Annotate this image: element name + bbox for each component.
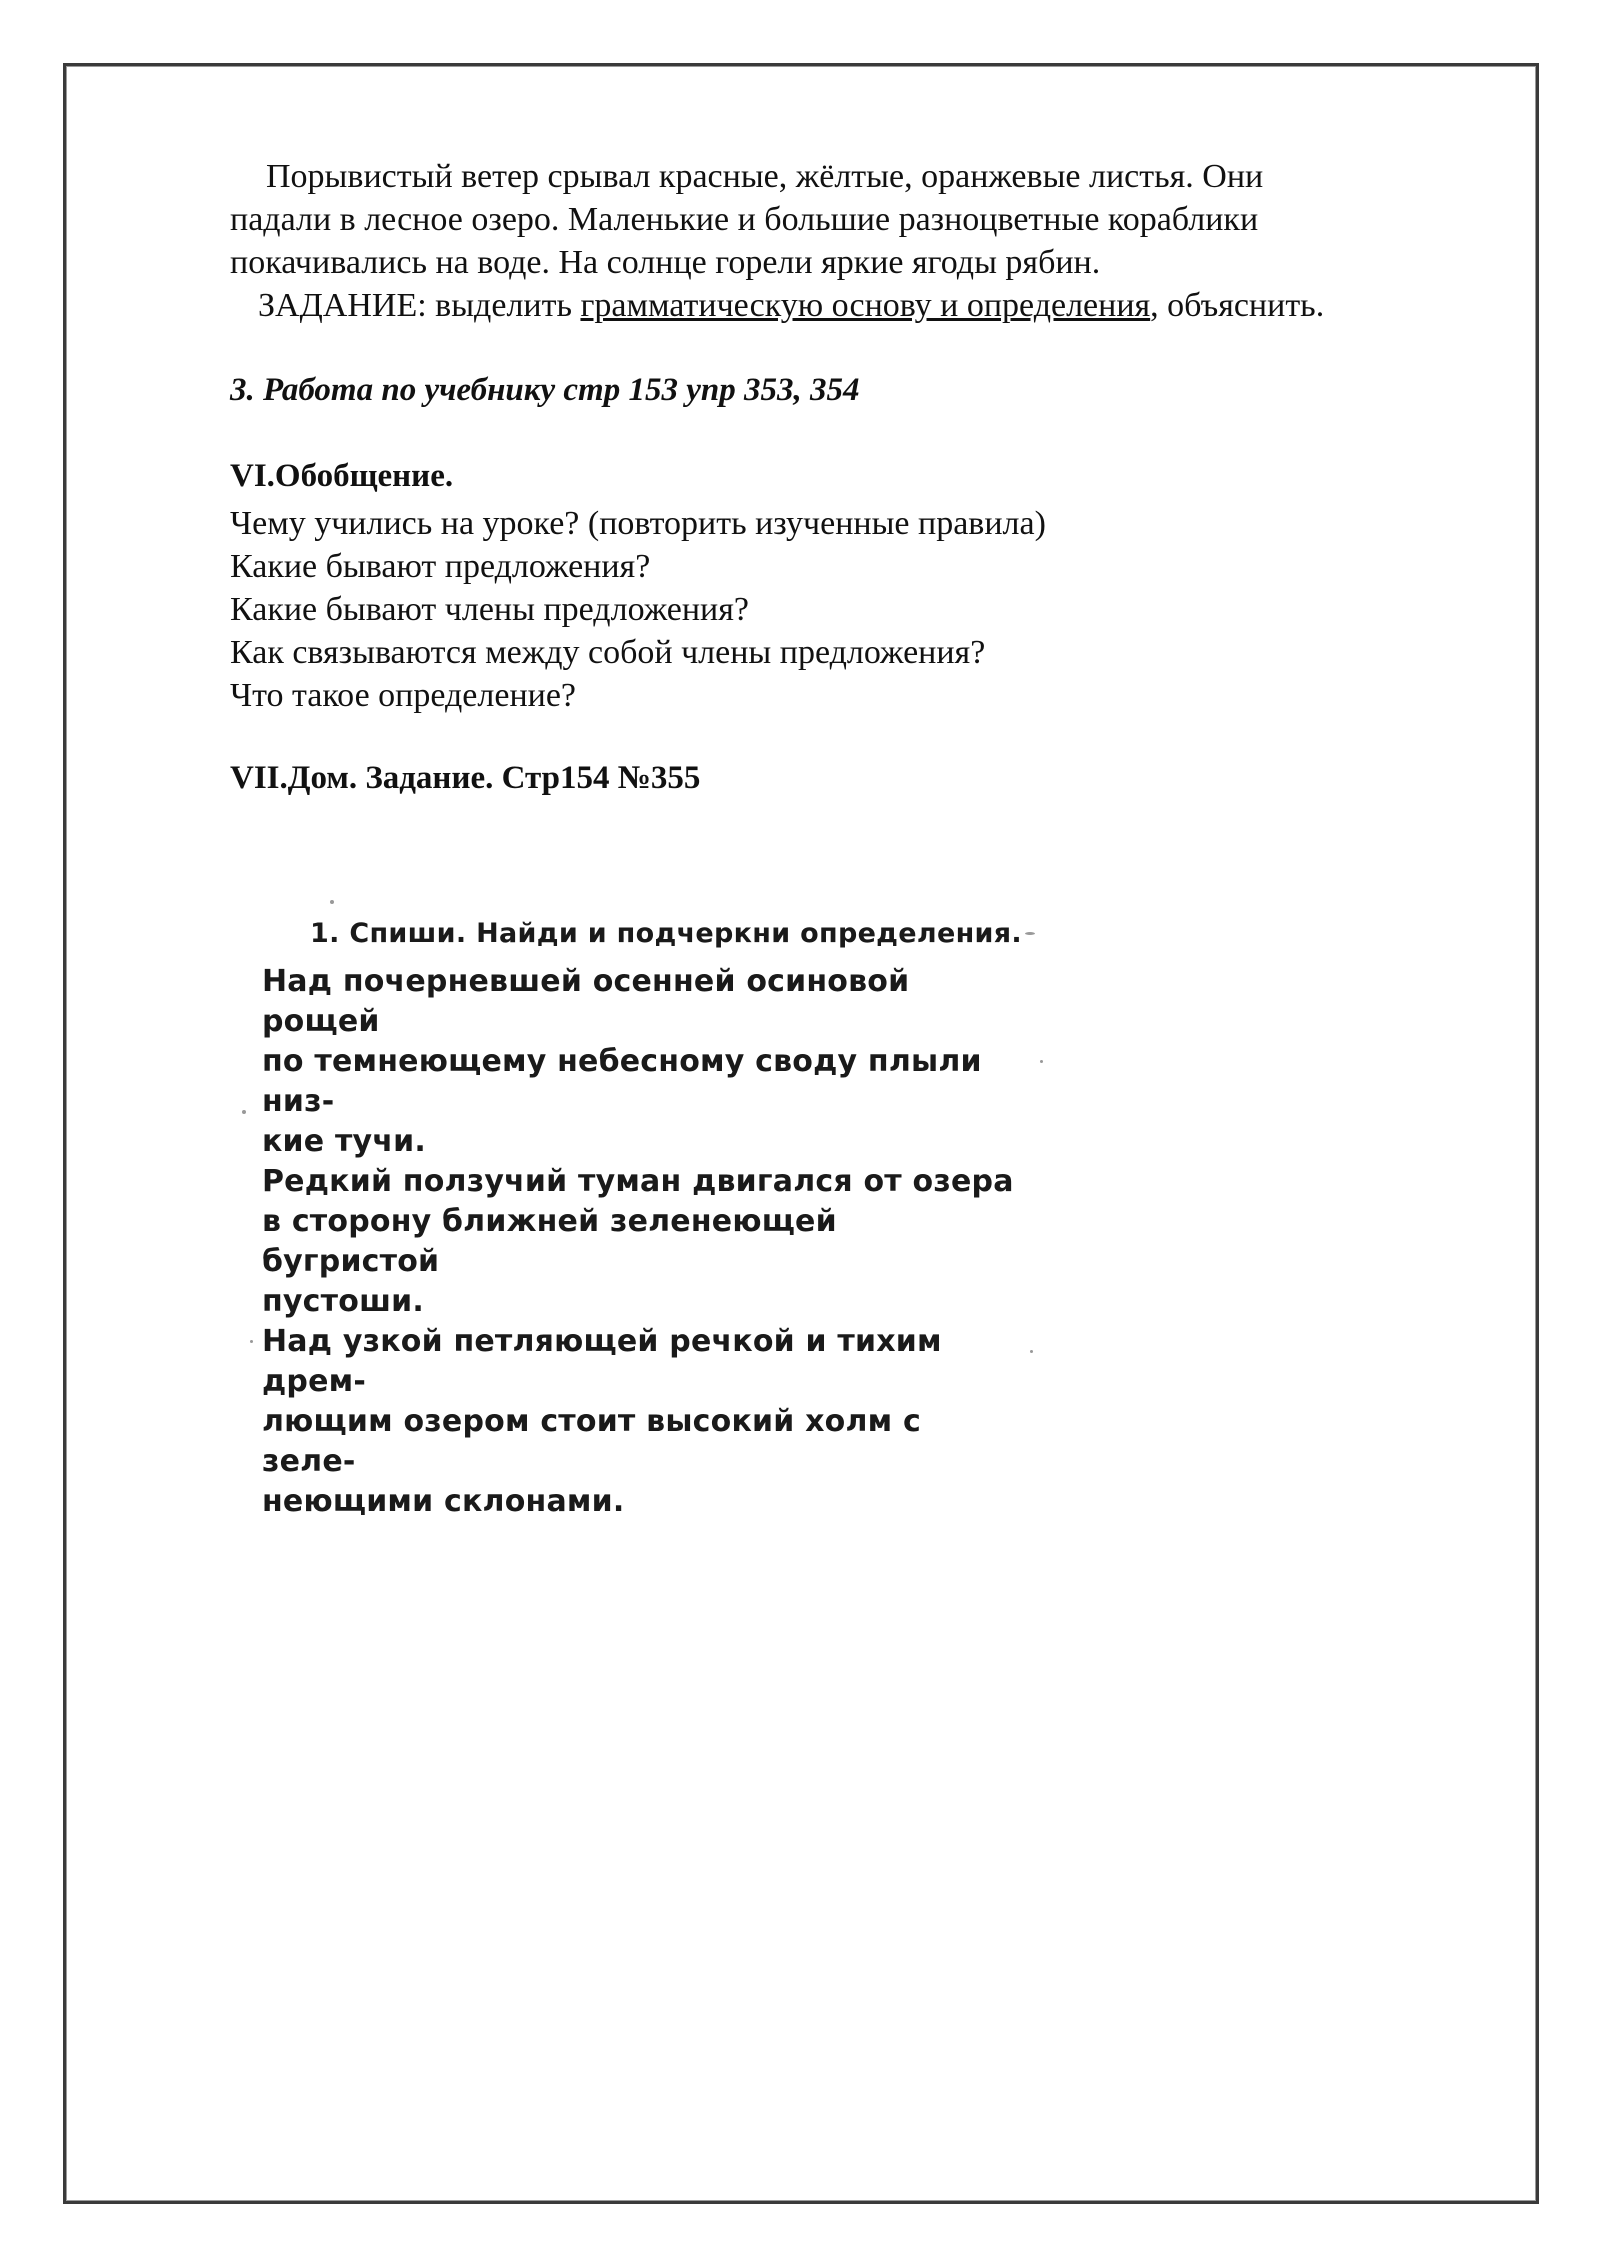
exercise-line: лющим озером стоит высокий холм с зеле- [262,1404,921,1479]
question-item: Какие бывают предложения? [230,548,651,585]
exercise-line: в сторону ближней зеленеющей бугристой [262,1204,837,1279]
paragraph-line: покачивались на воде. На солнце горели яркие ягоды рябин. [230,244,1101,281]
question-item: Что такое определение? [230,677,577,714]
question-item: Чему учились на уроке? (повторить изученные правила) [230,505,1046,542]
question-item: Какие бывают члены предложения? [230,591,749,628]
scan-speck [1040,1060,1043,1063]
task-suffix: , объяснить. [1150,287,1325,324]
question-item: Как связываются между собой члены предложения? [230,634,986,671]
section-3-heading: 3. Работа по учебнику стр 153 упр 353, 354 [230,372,860,408]
section-6-heading: VI.Обобщение. [230,458,454,494]
scan-speck [1030,1350,1033,1353]
exercise-line: пустоши. [262,1284,424,1319]
intro-paragraph [230,155,1490,327]
scan-speck [250,1340,253,1343]
textbook-exercise-scan [240,900,1060,1519]
exercise-line: кие тучи. [262,1124,426,1159]
exercise-line: Редкий ползучий туман двигался от озера [262,1164,1014,1199]
exercise-line: Над узкой петляющей речкой и тихим дрем- [262,1324,942,1399]
section-7-heading: VII.Дом. Задание. Стр154 №355 [230,760,701,796]
exercise-line: неющими склонами. [262,1484,625,1519]
questions-list [230,502,1046,717]
scan-speck [242,1110,246,1114]
scan-speck [1025,932,1035,935]
exercise-text [262,962,1022,1522]
exercise-title: 1. Спиши. Найди и подчеркни определения. [310,918,1022,949]
task-underlined: грамматическую основу и определения [580,287,1151,324]
exercise-line: по темнеющему небесному своду плыли низ- [262,1044,982,1119]
scan-speck [330,900,334,904]
exercise-line: Над почерневшей осенней осиновой рощей [262,964,910,1039]
task-instruction [230,284,1490,327]
paragraph-line: Порывистый ветер срывал красные, жёлтые, оранжевые листья. Они [266,158,1264,195]
task-prefix: ЗАДАНИЕ: выделить [258,287,581,324]
paragraph-line: падали в лесное озеро. Маленькие и большие разноцветные кораблики [230,201,1259,238]
